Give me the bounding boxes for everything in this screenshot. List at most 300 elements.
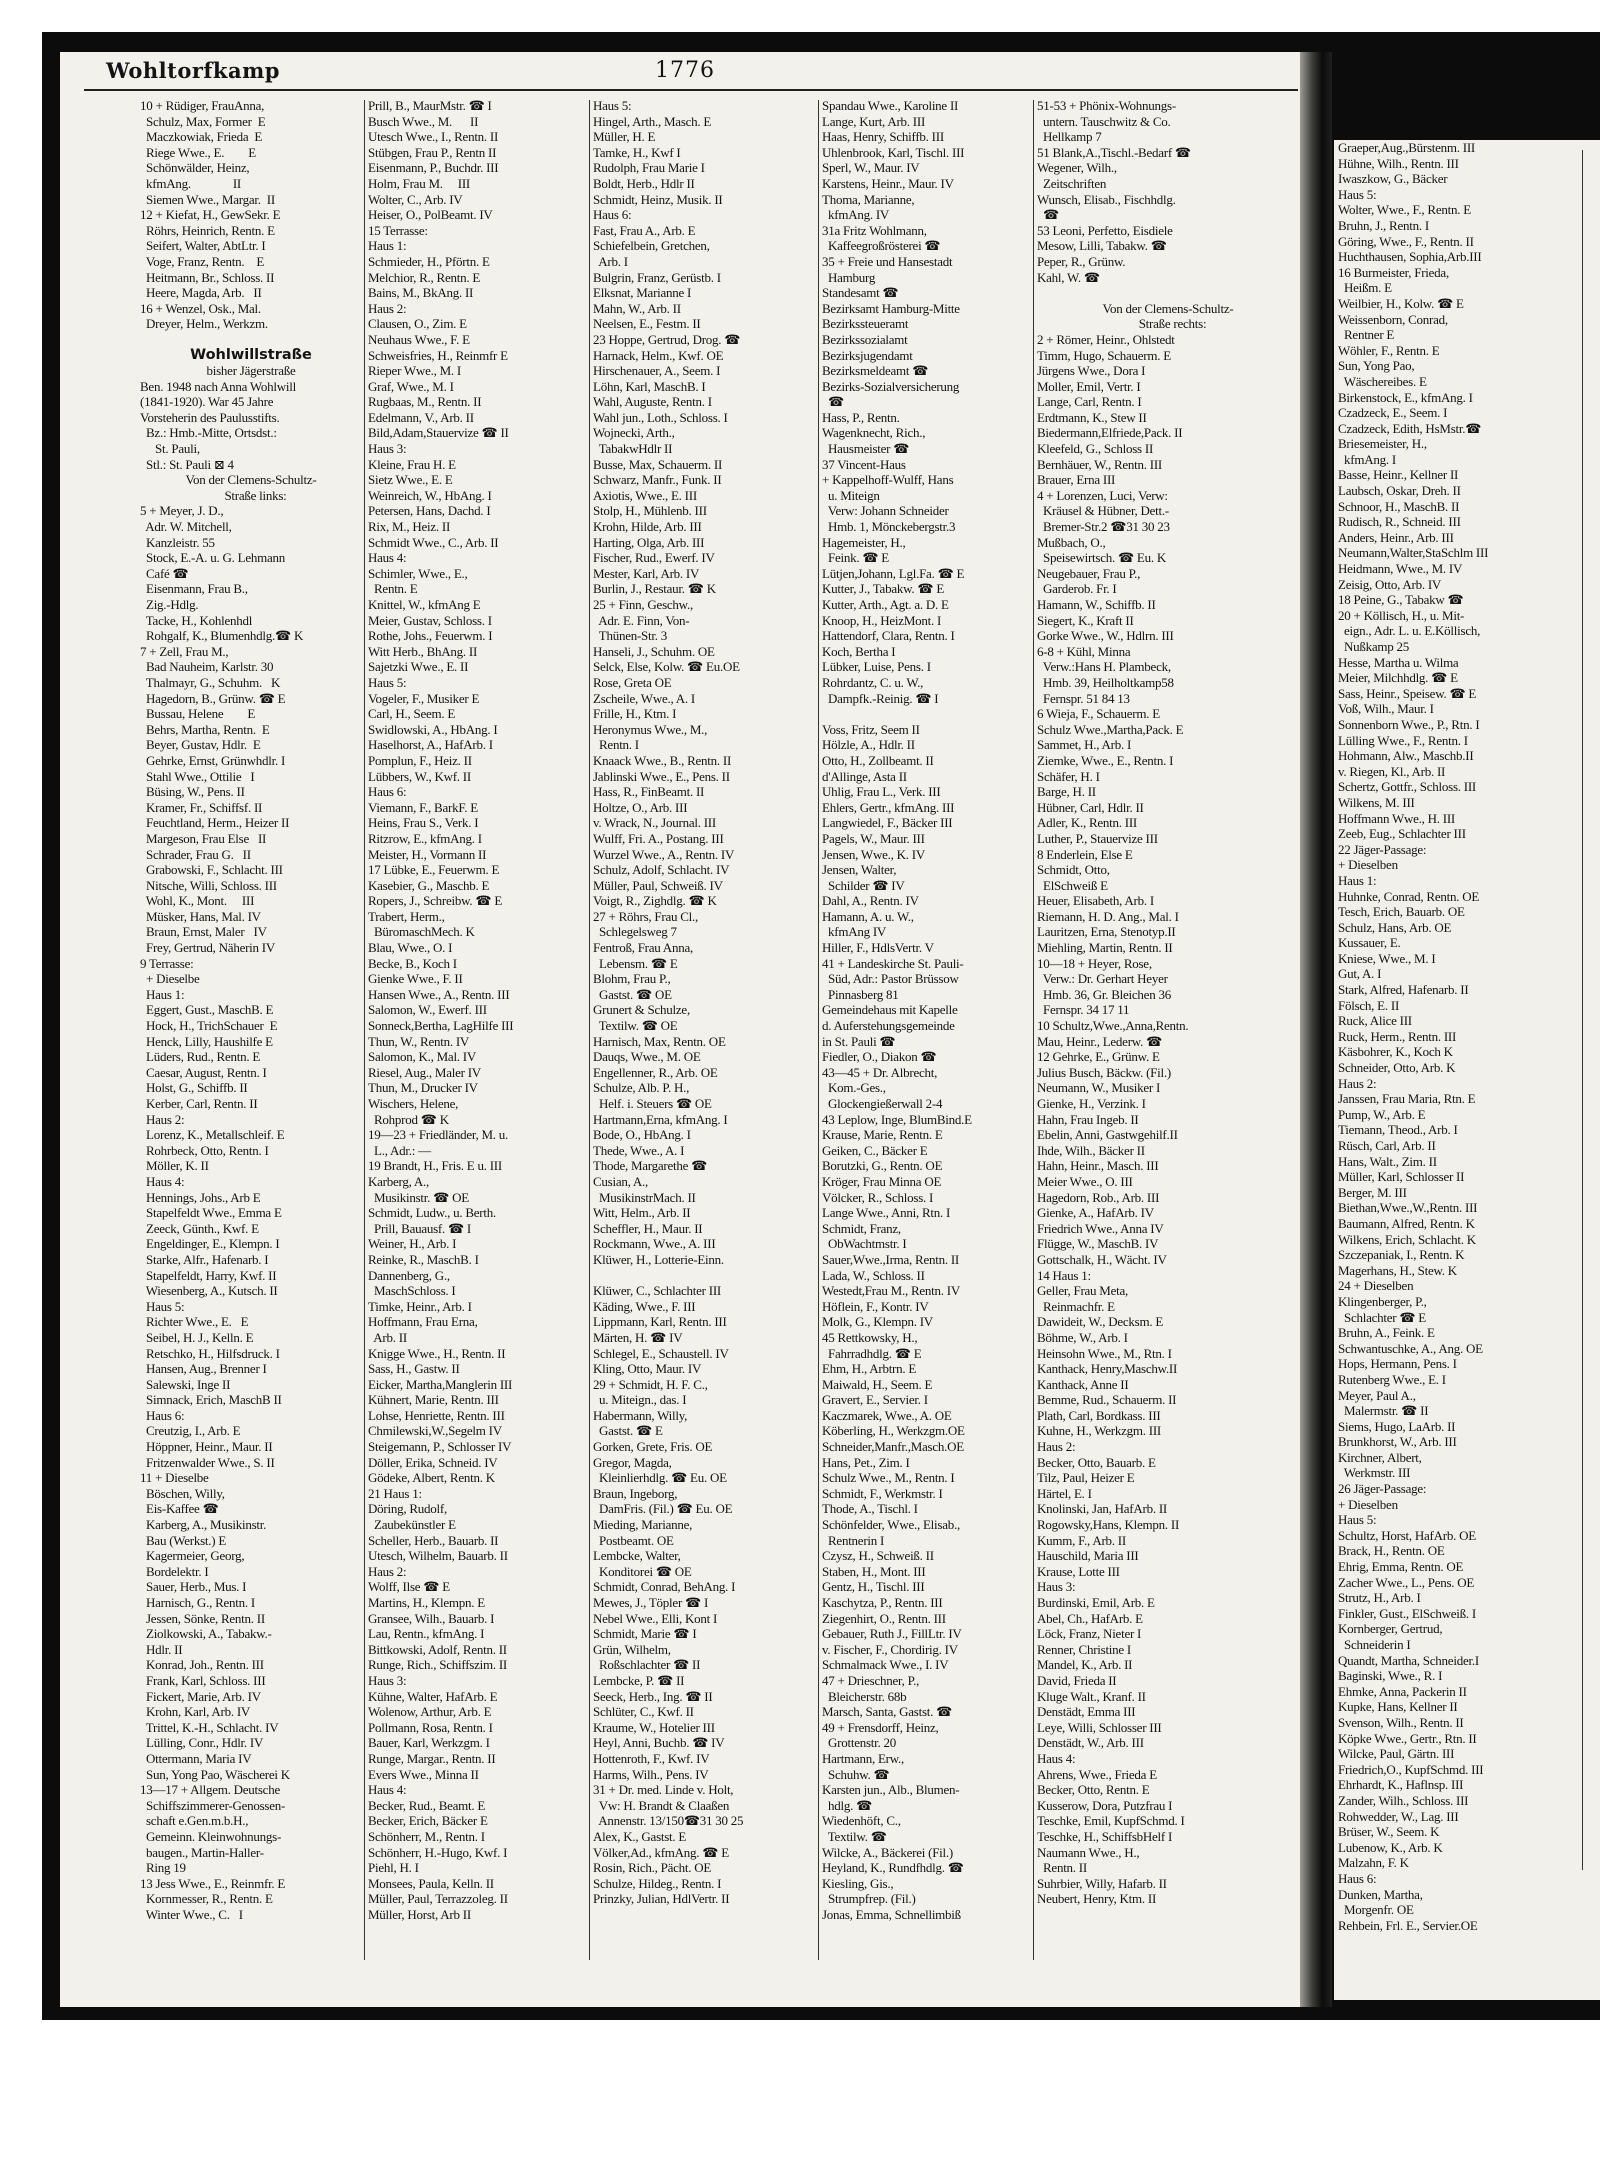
column-divider (1033, 100, 1034, 1960)
directory-entry: Simnack, Erich, MaschB II (140, 1392, 282, 1408)
directory-entry: Runge, Rich., Schiffszim. II (368, 1657, 507, 1673)
directory-entry: Rogowsky,Hans, Klempn. II (1037, 1517, 1180, 1533)
directory-column-3 (593, 98, 817, 1978)
directory-entry: Voigt, R., Zighdlg. ☎ K (593, 893, 717, 909)
page-title: Wohltorfkamp (106, 58, 280, 83)
directory-entry: Leye, Willi, Schlosser III (1037, 1719, 1162, 1735)
directory-entry: eign., Adr. L. u. E.Köllisch, (1338, 623, 1481, 639)
directory-entry: kfmAng IV (822, 924, 887, 940)
directory-entry: Bordelektr. I (140, 1563, 209, 1579)
directory-entry: Haus 6: (140, 1407, 185, 1423)
directory-entry: Jonas, Emma, Schnellimbiß (822, 1906, 961, 1922)
directory-entry: Gorke Wwe., W., Hdlrn. III (1037, 628, 1174, 644)
directory-entry: Neubert, Henry, Ktm. II (1037, 1891, 1157, 1907)
directory-entry: Schulz Wwe.,Martha,Pack. E (1037, 721, 1184, 737)
directory-entry: Bezirkssteueramt (822, 316, 909, 332)
directory-entry: Fritzenwalder Wwe., S. II (140, 1454, 275, 1470)
directory-entry: Brauer, Erna III (1037, 472, 1116, 488)
directory-entry: Kräusel & Hübner, Dett.- (1037, 503, 1169, 519)
directory-entry: Brüser, W., Seem. K (1338, 1824, 1440, 1840)
directory-entry: Schiefelbein, Gretchen, (593, 238, 710, 254)
directory-entry: Schulz, Adolf, Schlacht. IV (593, 862, 730, 878)
directory-entry: Nitsche, Willi, Schloss. III (140, 877, 277, 893)
directory-entry: TabakwHdlr II (593, 441, 673, 457)
directory-entry: Arb. I (593, 253, 628, 269)
directory-entry: Zacher Wwe., L., Pens. OE (1338, 1574, 1475, 1590)
directory-entry: Wilcke, A., Bäckerei (Fil.) (822, 1844, 953, 1860)
directory-entry: Heißm. E (1338, 280, 1392, 296)
directory-entry: Wurzel Wwe., A., Rentn. IV (593, 846, 735, 862)
directory-entry: Hmb. 39, Heilholtkamp58 (1037, 674, 1174, 690)
directory-entry: Wulff, Fri. A., Postang. III (593, 830, 724, 846)
directory-entry: Hansen Wwe., A., Rentn. III (368, 986, 510, 1002)
directory-entry: kfmAng. II (140, 175, 241, 191)
directory-entry: Haus 3: (1037, 1579, 1076, 1595)
directory-entry: Eisenmann, Frau B., (140, 581, 248, 597)
directory-entry: Zeisig, Otto, Arb. IV (1338, 576, 1442, 592)
directory-entry: Hamburg (822, 269, 876, 285)
directory-entry: Rutenberg Wwe., E. I (1338, 1371, 1446, 1387)
directory-entry: Bruhn, A., Feink. E (1338, 1325, 1435, 1341)
directory-entry: 6-8 + Kühl, Minna (1037, 643, 1131, 659)
directory-entry: + Dieselben (1338, 1496, 1398, 1512)
directory-entry: Lembcke, Walter, (593, 1548, 681, 1564)
directory-entry: Fahrradhdlg. ☎ E (822, 1345, 922, 1361)
directory-entry: 51 Blank,A.,Tischl.-Bedarf ☎ (1037, 144, 1191, 160)
directory-entry: Heyland, K., Rundfhdlg. ☎ (822, 1860, 964, 1876)
directory-entry: Schnoor, H., MaschB. II (1338, 498, 1460, 514)
directory-entry: Gienke Wwe., F. II (368, 971, 463, 987)
directory-entry: Graf, Wwe., M. I (368, 378, 454, 394)
directory-entry: Ehrig, Emma, Rentn. OE (1338, 1559, 1464, 1575)
directory-entry: Vogeler, F., Musiker E (368, 690, 480, 706)
directory-entry: Meier Wwe., O. III (1037, 1173, 1133, 1189)
directory-entry: 21 Haus 1: (368, 1485, 422, 1501)
directory-entry: Mußbach, O., (1037, 534, 1106, 550)
directory-entry: Dampfk.-Reinig. ☎ I (822, 690, 939, 706)
directory-entry: Luther, P., Stauervize III (1037, 830, 1158, 846)
directory-entry: 45 Rettkowsky, H., (822, 1329, 918, 1345)
directory-entry: Konditorei ☎ OE (593, 1563, 692, 1579)
column-divider (364, 100, 365, 1960)
directory-entry: Müller, Karl, Schlosser II (1338, 1169, 1465, 1185)
directory-entry: Heyl, Anni, Buchb. ☎ IV (593, 1735, 725, 1751)
directory-entry: Hock, H., TrichSchauer E (140, 1018, 278, 1034)
directory-entry: Rohrbeck, Otto, Rentn. I (140, 1142, 269, 1158)
directory-entry: Ritzrow, E., kfmAng. I (368, 830, 482, 846)
directory-entry: Dreyer, Helm., Werkzm. (140, 316, 268, 332)
directory-entry: Wäschereibes. E (1338, 373, 1427, 389)
directory-entry: Sietz Wwe., E. E (368, 472, 453, 488)
directory-entry: Kraume, W., Hotelier III (593, 1719, 715, 1735)
directory-entry: Schneiderin I (1338, 1637, 1411, 1652)
directory-entry: Neuhaus Wwe., F. E (368, 331, 470, 347)
directory-entry: Ziemke, Wwe., E., Rentn. I (1037, 752, 1174, 768)
page-number: 1776 (655, 58, 715, 83)
directory-entry: Holst, G., Schiffb. II (140, 1080, 248, 1096)
directory-entry: Bemme, Rud., Schauerm. II (1037, 1392, 1177, 1408)
book-gutter (1300, 52, 1332, 2007)
directory-entry: Magerhans, H., Stew. K (1338, 1262, 1457, 1278)
directory-entry: Rudisch, R., Schneid. III (1338, 514, 1461, 530)
directory-entry: Heinsohn Wwe., M., Rtn. I (1037, 1345, 1172, 1361)
directory-entry: Kupke, Hans, Kellner II (1338, 1699, 1458, 1715)
directory-entry: Ehlers, Gertr., kfmAng. III (822, 799, 955, 815)
directory-entry: Nebel Wwe., Elli, Kont I (593, 1610, 718, 1626)
directory-column-1 (140, 98, 362, 1978)
directory-entry: Thünen-Str. 3 (593, 628, 668, 644)
directory-entry: Thoma, Marianne, (822, 191, 915, 207)
directory-entry: Maczkowiak, Frieda E (140, 129, 263, 145)
directory-entry: Rohgalf, K., Blumenhdlg.☎ K (140, 628, 304, 644)
directory-entry: v. Fischer, F., Chordirig. IV (822, 1641, 958, 1657)
directory-entry: Mieding, Marianne, (593, 1517, 693, 1533)
directory-entry: 26 Jäger-Passage: (1338, 1481, 1427, 1497)
directory-entry: Harms, Wilh., Pens. IV (593, 1766, 709, 1782)
directory-entry: Sammet, H., Arb. I (1037, 737, 1132, 753)
directory-entry: Kagermeier, Georg, (140, 1548, 245, 1564)
directory-entry: L., Adr.: — (368, 1142, 431, 1158)
directory-entry: Haus 4: (140, 1173, 185, 1189)
directory-entry: Kling, Otto, Maur. IV (593, 1361, 702, 1377)
directory-entry: Busse, Max, Schauerm. II (593, 456, 723, 472)
directory-entry: Schiffszimmerer-Genossen- (140, 1797, 286, 1813)
directory-entry: hdlg. ☎ (822, 1797, 873, 1813)
directory-entry: Riesel, Aug., Maler IV (368, 1064, 481, 1080)
directory-entry: Creutzig, I., Arb. E (140, 1423, 241, 1439)
directory-entry: Wiedenhöft, C., (822, 1813, 901, 1829)
directory-entry: Knittel, W., kfmAng E (368, 597, 481, 612)
directory-entry: Karberg, A., Musikinstr. (140, 1517, 267, 1533)
directory-entry: Schuhw. ☎ (822, 1766, 890, 1782)
directory-entry: Kramer, Fr., Schiffsf. II (140, 799, 263, 815)
directory-entry: Barge, H. II (1037, 784, 1096, 800)
directory-entry: Kleinlierhdlg. ☎ Eu. OE (593, 1470, 727, 1486)
directory-entry: Café ☎ (140, 565, 189, 581)
directory-entry: Brunkhorst, W., Arb. III (1338, 1434, 1457, 1450)
directory-entry: Denstädt, Emma III (1037, 1704, 1136, 1720)
directory-entry: Rose, Greta OE (593, 674, 672, 690)
directory-entry: Karstens, Heinr., Maur. IV (822, 175, 954, 191)
directory-entry: Teschke, Emil, KupfSchmd. I (1037, 1813, 1185, 1829)
directory-entry: Frille, H., Ktm. I (593, 706, 677, 722)
directory-entry: Swidlowski, A., HbAng. I (368, 721, 498, 737)
directory-entry: Straße rechts: (1129, 316, 1207, 332)
directory-entry: Verw.:Hans H. Plambeck, (1037, 659, 1171, 675)
directory-entry: Lauritzen, Erna, Stenotyp.II (1037, 924, 1176, 940)
directory-entry: Braun, Ingeborg, (593, 1485, 678, 1501)
directory-entry: Boldt, Herb., Hdlr II (593, 175, 695, 191)
directory-entry: Hausmeister ☎ (822, 441, 910, 457)
directory-entry: Lembcke, P. ☎ II (593, 1672, 685, 1688)
directory-entry: Schulz Wwe., M., Rentn. I (822, 1470, 955, 1486)
directory-entry: Gregor, Magda, (593, 1454, 672, 1470)
directory-entry: Wohl, K., Mont. III (140, 893, 255, 909)
directory-entry: Pinnasberg 81 (822, 986, 899, 1002)
directory-entry: Kühnert, Marie, Rentn. III (368, 1392, 499, 1408)
facing-page (1334, 140, 1600, 2000)
column-divider (589, 100, 590, 1960)
directory-entry: 9 Terrasse: (140, 955, 194, 971)
directory-entry: Bode, O., HbAng. I (593, 1127, 691, 1143)
directory-entry: Finkler, Gust., ElSchweiß. I (1338, 1605, 1476, 1621)
directory-entry: Sauer,Wwe.,Irma, Rentn. II (822, 1251, 960, 1267)
directory-entry: Kom.-Ges., (822, 1080, 886, 1096)
directory-entry: 7 + Zell, Frau M., (140, 643, 229, 659)
directory-entry: Kornmesser, R., Rentn. E (140, 1891, 273, 1907)
directory-entry: Sonnenborn Wwe., P., Rtn. I (1338, 716, 1480, 732)
directory-entry: Weilbier, H., Kolw. ☎ E (1338, 295, 1464, 311)
directory-entry: Ruck, Alice III (1338, 1013, 1412, 1029)
directory-entry: Pomplun, F., Heiz. II (368, 752, 472, 768)
directory-entry: Schmidt, Franz, (822, 1220, 901, 1236)
directory-entry: Bremer-Str.2 ☎31 30 23 (1037, 519, 1170, 535)
directory-entry: Glockengießerwall 2-4 (822, 1096, 943, 1111)
directory-entry: Haus 6: (368, 784, 407, 800)
directory-entry: Becker, Otto, Bauarb. E (1037, 1454, 1156, 1470)
directory-entry: Hohmann, Alw., Maschb.II (1338, 748, 1474, 764)
directory-entry: Thun, W., Rentn. IV (368, 1033, 470, 1049)
directory-entry: Friedrich Wwe., Anna IV (1037, 1220, 1164, 1236)
directory-entry: Ehrhardt, K., Haflnsp. III (1338, 1777, 1464, 1793)
directory-entry: Stock, E.-A. u. G. Lehmann (140, 550, 286, 566)
directory-entry: Lübbers, W., Kwf. II (368, 768, 471, 784)
directory-entry: Dahl, A., Rentn. IV (822, 893, 919, 909)
directory-entry: Käding, Wwe., F. III (593, 1298, 696, 1314)
directory-entry: Rothe, Johs., Feuerwm. I (368, 628, 493, 644)
directory-entry: Lüders, Rud., Rentn. E (140, 1049, 261, 1065)
directory-entry: 31a Fritz Wohlmann, (822, 222, 927, 238)
directory-entry: Zig.-Hdlg. (140, 597, 199, 612)
directory-column-2 (368, 98, 588, 1978)
directory-entry: Geiken, C., Bäcker E (822, 1142, 928, 1158)
directory-entry: Mau, Heinr., Lederw. ☎ (1037, 1033, 1163, 1049)
directory-entry: Lorenz, K., Metallschleif. E (140, 1127, 285, 1143)
directory-entry: Peper, R., Grünw. (1037, 253, 1126, 269)
directory-entry: Malzahn, F. K (1338, 1855, 1409, 1871)
directory-entry: Witt, Helm., Arb. II (593, 1205, 691, 1221)
directory-entry: Heere, Magda, Arb. II (140, 285, 262, 301)
directory-entry: Schilder ☎ IV (822, 877, 905, 893)
directory-entry: Cusian, A., (593, 1173, 649, 1189)
directory-entry: Hattendorf, Clara, Rentn. I (822, 628, 955, 644)
directory-entry: Knolinski, Jan, HafArb. II (1037, 1501, 1167, 1517)
directory-entry: Gemeinn. Kleinwohnungs- (140, 1828, 282, 1844)
directory-entry: Marsch, Santa, Gastst. ☎ (822, 1704, 953, 1720)
directory-entry: Wiesenberg, A., Kutsch. II (140, 1283, 278, 1299)
directory-entry: Quandt, Martha, Schneider.I (1338, 1652, 1479, 1668)
directory-entry: Borutzki, G., Rentn. OE (822, 1158, 943, 1174)
directory-entry: Hingel, Arth., Masch. E (593, 113, 712, 129)
directory-entry: Kaczmarek, Wwe., A. OE (822, 1407, 952, 1423)
directory-entry: Molk, G., Klempn. IV (822, 1314, 933, 1330)
directory-entry: 10 Schultz,Wwe.,Anna,Rentn. (1037, 1018, 1189, 1034)
directory-entry: Hahn, Frau Ingeb. II (1037, 1111, 1139, 1127)
directory-entry: Ottermann, Maria IV (140, 1750, 252, 1766)
directory-entry: 53 Leoni, Perfetto, Eisdiele (1037, 222, 1173, 238)
directory-entry: Seifert, Walter, AbtLtr. I (140, 238, 266, 254)
directory-entry: Baginski, Wwe., R. I (1338, 1668, 1443, 1684)
directory-entry: 4 + Lorenzen, Luci, Verw: (1037, 487, 1168, 503)
directory-entry: Dannenberg, G., (368, 1267, 450, 1283)
directory-entry: Hartmann, Erw., (822, 1750, 905, 1766)
directory-entry: Heitmann, Br., Schloss. II (140, 269, 275, 285)
directory-entry: Rix, M., Heiz. II (368, 519, 451, 535)
directory-entry: Stapelfeldt, Harry, Kwf. II (140, 1267, 277, 1283)
directory-entry: Evers Wwe., Minna II (368, 1766, 479, 1782)
directory-entry: Thode, A., Tischl. I (822, 1501, 918, 1517)
directory-entry: Hirschenauer, A., Seem. I (593, 363, 721, 379)
directory-entry: Alex, K., Gastst. E (593, 1828, 687, 1844)
directory-entry: Eis-Kaffee ☎ (140, 1501, 219, 1517)
directory-entry: Gehrke, Ernst, Grünwhdlr. I (140, 752, 286, 768)
directory-entry: Eisenmann, P., Buchdr. III (368, 160, 499, 176)
directory-entry: Schäfer, H. I (1037, 768, 1100, 784)
directory-entry: Vorsteherin des Paulusstifts. (140, 409, 280, 425)
directory-entry: Kussauer, E. (1338, 935, 1401, 951)
directory-entry: Seibel, H. J., Kelln. E (140, 1329, 254, 1345)
directory-entry: Roßschlachter ☎ II (593, 1657, 701, 1673)
directory-entry: Neugebauer, Frau P., (1037, 565, 1141, 581)
directory-entry: Grunert & Schulze, (593, 1002, 690, 1018)
directory-entry: Feuchtland, Herm., Heizer II (140, 815, 290, 831)
directory-entry: Haus 1: (368, 238, 407, 254)
directory-entry: Käsbohrer, K., Koch K (1338, 1044, 1453, 1060)
directory-entry: Retschko, H., Hilfsdruck. I (140, 1345, 280, 1361)
directory-entry: Lülling, Conr., Hdlr. IV (140, 1735, 264, 1751)
directory-entry: St. Pauli, (140, 441, 200, 457)
column-divider (1582, 150, 1583, 1870)
directory-entry: Dauqs, Wwe., M. OE (593, 1049, 701, 1065)
directory-entry: Clausen, O., Zim. E (368, 316, 467, 332)
header-rule (84, 89, 1298, 91)
directory-column-4 (822, 98, 1032, 1978)
directory-entry: Lubenow, K., Arb. K (1338, 1839, 1443, 1855)
directory-entry: Hühne, Wilh., Rentn. III (1338, 155, 1459, 171)
directory-entry: Tilz, Paul, Heizer E (1037, 1470, 1135, 1486)
directory-entry: 25 + Finn, Geschw., (593, 597, 693, 612)
directory-entry: Sun, Yong Pao, Wäscherei K (140, 1766, 290, 1782)
directory-entry: Denstädt, W., Arb. III (1037, 1735, 1144, 1751)
directory-entry: Behrs, Martha, Rentn. E (140, 721, 270, 737)
directory-entry: Axiotis, Wwe., E. III (593, 487, 697, 503)
directory-entry: Czysz, H., Schweiß. II (822, 1548, 934, 1564)
directory-entry: Haus 4: (368, 550, 407, 566)
directory-entry: Mesow, Lilli, Tabakw. ☎ (1037, 238, 1167, 254)
directory-entry: Rentn. E (368, 581, 418, 597)
directory-entry: Ring 19 (140, 1860, 186, 1876)
directory-entry: ☎ (822, 394, 844, 410)
directory-entry: Prill, Bauausf. ☎ I (368, 1220, 472, 1236)
directory-entry: Rentner E (1338, 327, 1395, 343)
directory-entry: Mahn, W., Arb. II (593, 300, 681, 316)
directory-entry: Ihde, Wilh., Bäcker II (1037, 1142, 1145, 1158)
directory-entry: Naumann Wwe., H., (1037, 1844, 1140, 1860)
directory-entry: Völker,Ad., kfmAng. ☎ E (593, 1844, 729, 1860)
directory-entry: Klüwer, H., Lotterie-Einn. (593, 1251, 724, 1267)
directory-entry: Haus 5: (1338, 1512, 1377, 1528)
directory-entry: Hamann, W., Schiffb. II (1037, 597, 1156, 612)
directory-entry: Pump, W., Arb. E (1338, 1106, 1426, 1122)
directory-entry: Rentnerin I (822, 1532, 885, 1548)
directory-entry: Hennings, Johs., Arb E (140, 1189, 261, 1205)
directory-entry: Ahrens, Wwe., Frieda E (1037, 1766, 1157, 1782)
directory-entry: Salomon, W., Ewerf. III (368, 1002, 487, 1018)
directory-entry: Uhlig, Frau L., Verk. III (822, 784, 941, 800)
directory-entry: Suhrbier, Willy, Hafarb. II (1037, 1875, 1167, 1891)
directory-entry: Wilcke, Paul, Gärtn. III (1338, 1746, 1455, 1762)
directory-entry: Czadzeck, Edith, HsMstr.☎ (1338, 420, 1482, 436)
directory-entry: Thalmayr, G., Schuhm. K (140, 674, 281, 690)
directory-entry: Reinke, R., MaschB. I (368, 1251, 479, 1267)
directory-entry: Sass, H., Gastw. II (368, 1361, 460, 1377)
directory-entry: Tiemann, Theod., Arb. I (1338, 1122, 1458, 1138)
directory-entry: Kornberger, Gertrud, (1338, 1621, 1443, 1637)
directory-entry: Gottschalk, H., Wächt. IV (1037, 1251, 1167, 1267)
directory-entry: Piehl, H. I (368, 1860, 419, 1876)
directory-entry: Haus 4: (1037, 1750, 1076, 1766)
directory-entry: Knoop, H., HeizMont. I (822, 612, 942, 628)
directory-entry: Teschke, H., SchiffsbHelf I (1037, 1828, 1173, 1844)
directory-entry: Kutter, J., Tabakw. ☎ E (822, 581, 945, 597)
directory-entry: Postbeamt. OE (593, 1532, 674, 1548)
directory-entry: Monsees, Paula, Kelln. II (368, 1875, 494, 1891)
directory-entry: d'Allinge, Asta II (822, 768, 907, 784)
directory-entry: Lebensm. ☎ E (593, 955, 678, 971)
directory-entry: Haus 2: (140, 1111, 185, 1127)
directory-entry: Rudolph, Frau Marie I (593, 160, 705, 176)
directory-entry: Ben. 1948 nach Anna Wohlwill (140, 378, 297, 394)
directory-entry: Bernhäuer, W., Rentn. III (1037, 456, 1163, 472)
directory-entry: Scheffler, H., Maur. II (593, 1220, 703, 1236)
directory-entry: Seeck, Herb., Ing. ☎ II (593, 1688, 713, 1704)
directory-entry: Meier, Gustav, Schloss. I (368, 612, 492, 628)
directory-entry: Haas, Henry, Schiffb. III (822, 129, 944, 145)
directory-entry: Stübgen, Frau P., Rentn II (368, 144, 497, 160)
directory-entry: Weinreich, W., HbAng. I (368, 487, 492, 503)
directory-entry: Dunken, Martha, (1338, 1886, 1423, 1902)
directory-entry: 11 + Dieselbe (140, 1470, 209, 1486)
directory-entry: Schulz, Max, Former E (140, 113, 266, 129)
directory-entry: Becker, Erich, Bäcker E (368, 1813, 488, 1829)
directory-entry: Hölzle, A., Hdlr. II (822, 737, 915, 753)
directory-entry (140, 332, 362, 348)
directory-entry: Tamke, H., Kwf I (593, 144, 681, 160)
directory-entry: Haus 2: (368, 300, 407, 316)
directory-entry: Dawideit, W., Decksm. E (1037, 1314, 1164, 1330)
directory-entry: 6 Wieja, F., Schauerm. E (1037, 706, 1160, 722)
directory-entry: Weissenborn, Conrad, (1338, 311, 1448, 327)
directory-entry: Grottenstr. 20 (822, 1735, 896, 1751)
directory-entry: MusikinstrMach. II (593, 1189, 696, 1205)
directory-entry: Müller, Horst, Arb II (368, 1906, 471, 1922)
directory-entry: Haus 2: (1037, 1439, 1076, 1455)
directory-entry: Strumpfrep. (Fil.) (822, 1891, 916, 1907)
directory-entry: Graeper,Aug.,Bürstenm. III (1338, 140, 1476, 155)
directory-entry: Röhrs, Heinrich, Rentn. E (140, 222, 275, 238)
directory-entry: Lada, W., Schloss. II (822, 1267, 925, 1283)
directory-entry: Erdtmann, K., Stew II (1037, 409, 1147, 425)
directory-entry: Schwantuschke, A., Ang. OE (1338, 1340, 1483, 1356)
directory-entry: Hauschild, Maria III (1037, 1548, 1139, 1564)
directory-entry: 13—17 + Allgem. Deutsche (140, 1782, 280, 1798)
directory-entry: 2 + Römer, Heinr., Ohlstedt (1037, 331, 1175, 347)
directory-entry: Laubsch, Oskar, Dreh. II (1338, 483, 1461, 499)
directory-entry: Lippmann, Karl, Rentn. III (593, 1314, 727, 1330)
directory-entry: Musikinstr. ☎ OE (368, 1189, 469, 1205)
directory-entry: Gebauer, Ruth J., FillLtr. IV (822, 1626, 962, 1642)
directory-entry: Sun, Yong Pao, (1338, 358, 1415, 374)
